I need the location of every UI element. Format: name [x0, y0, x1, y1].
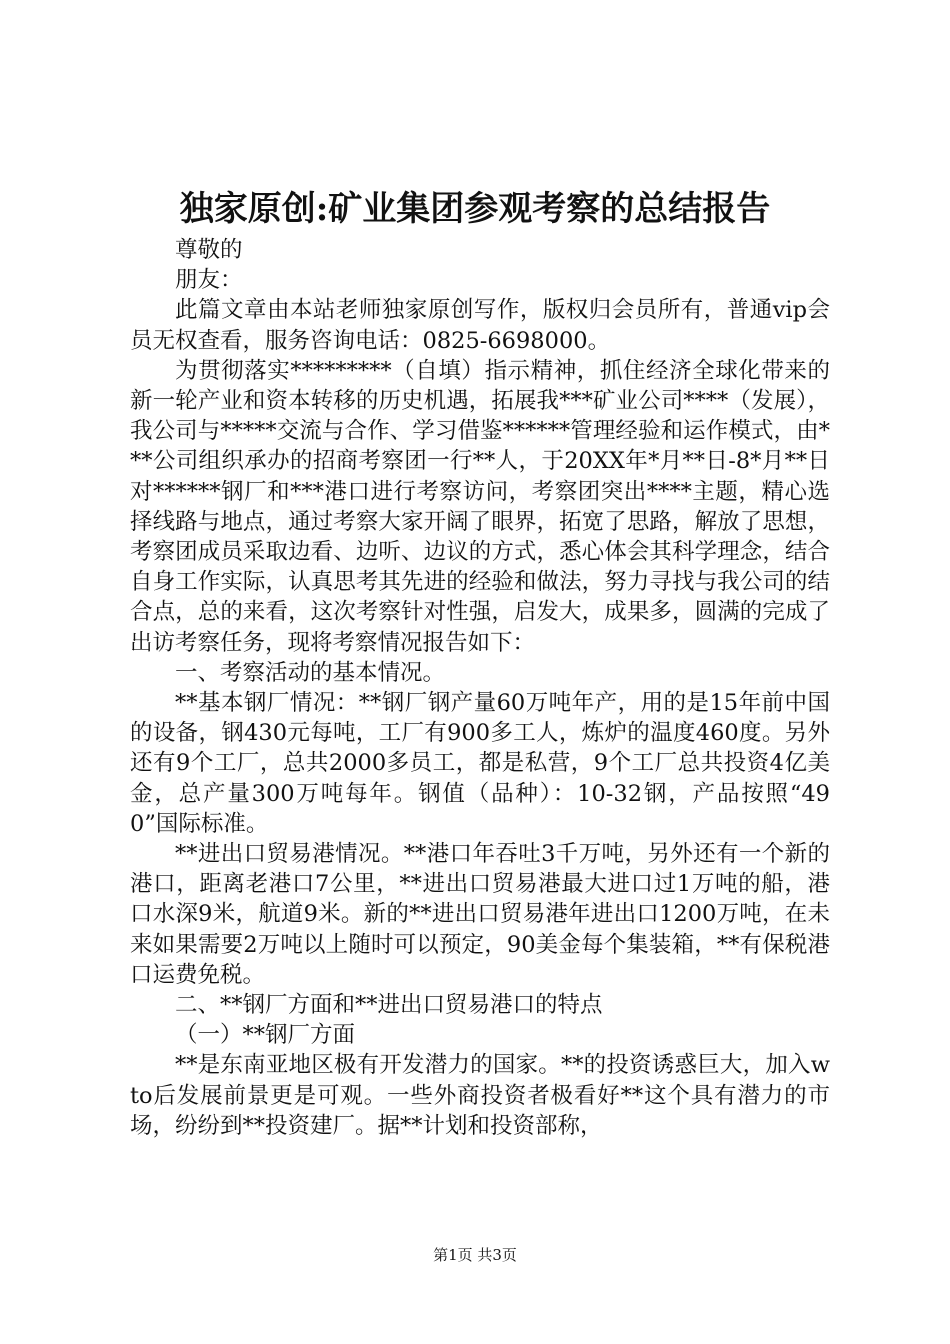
document-body	[130, 235, 830, 1141]
section-heading-2: 二、**钢厂方面和**进出口贸易港口的特点	[175, 992, 603, 1019]
document-title: 独家原创:矿业集团参观考察的总结报告	[179, 189, 771, 229]
page-footer: 第1页 共3页	[433, 1246, 517, 1264]
subsection-heading-1: （一）**钢厂方面	[175, 1022, 356, 1049]
salutation-line-1: 尊敬的	[175, 237, 243, 263]
salutation-line-2: 朋友：	[175, 267, 243, 294]
steel-plant-paragraph: **基本钢厂情况：**钢厂钢产量60万吨年产，用的是15年前中国的设备，钢430元每吨，工厂有900多工人，炼炉的温度460度。另外还有9个工厂，总共2000多员工，都是私营，9个工厂总共投资4亿美金，总产量300万吨每年。钢值（品种）：10-32钢，产品按照“490”国际标准。	[130, 690, 830, 837]
intro-paragraph: 为贯彻落实*********（自填）指示精神，抓住经济全球化带来的新一轮产业和资本转移的历史机遇，拓展我***矿业公司****（发展），我公司与*****交流与合作、学习借鉴******管理经验和运作模式，由***公司组织承办的招商考察团一行**人，于20XX年*月**日-8*月**日对******钢厂和***港口进行考察访问，考察团突出****主题，精心选择线路与地点，通过考察大家开阔了眼界，拓宽了思路，解放了思想，考察团成员采取边看、边听、边议的方式，悉心体会其科学理念，结合自身工作实际，认真思考其先进的经验和做法，努力寻找与我公司的结合点，总的来看，这次考察针对性强，启发大，成果多，圆满的完成了出访考察任务，现将考察情况报告如下：	[130, 357, 830, 656]
port-paragraph: **进出口贸易港情况。**港口年吞吐3千万吨，另外还有一个新的港口，距离老港口7公里，**进出口贸易港最大进口过1万吨的船，港口水深9米，航道9米。新的**进出口贸易港年进出口1200万吨，在未来如果需要2万吨以上随时可以预定，90美金每个集装箱，**有保税港口运费免税。	[130, 841, 830, 988]
investment-paragraph: **是东南亚地区极有开发潜力的国家。**的投资诱惑巨大，加入wto后发展前景更是可观。一些外商投资者极看好**这个具有潜力的市场，纷纷到**投资建厂。据**计划和投资部称，	[130, 1052, 830, 1139]
section-heading-1: 一、考察活动的基本情况。	[175, 659, 446, 686]
copyright-paragraph: 此篇文章由本站老师独家原创写作，版权归会员所有，普通vip会员无权查看，服务咨询电话：0825-6698000。	[130, 297, 830, 354]
